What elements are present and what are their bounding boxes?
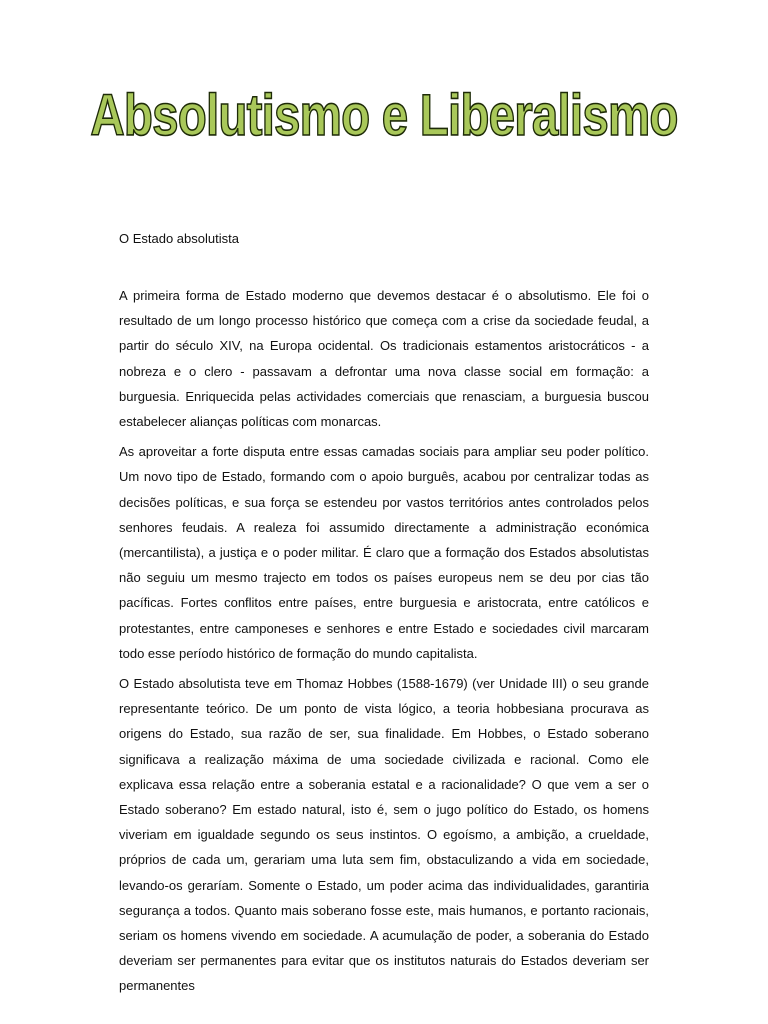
paragraph-1: A primeira forma de Estado moderno que devemos destacar é o absolutismo. Ele foi o resultado de um longo processo histórico que começa com a crise da sociedade feudal, a partir do século XIV, na Europa ocidental. Os tradicionais estamentos aristocráticos - a nobreza e o clero - passavam a defrontar uma nova classe social em formação: a burguesia. Enriquecida pelas actividades comerciais que renasciam, a burguesia buscou estabelecer alianças políticas com monarcas. bbox=[119, 288, 649, 430]
paragraph-3: O Estado absolutista teve em Thomaz Hobbes (1588-1679) (ver Unidade III) o seu grande representante teórico. De um ponto de vista lógico, a teoria hobbesiana procurava as origens do Estado, sua razão de ser, sua finalidade. Em Hobbes, o Estado soberano significava a realização máxima de uma sociedade civilizada e racional. Como ele explicava essa relação entre a soberania estatal e a racionalidade? O que vem a ser o Estado soberano? Em estado natural, isto é, sem o jugo político do Estado, os homens viveriam em igualdade segundo os seus instintos. O egoísmo, a ambição, a crueldade, próprios de cada um, gerariam uma luta sem fim, obstaculizando a vida em sociedade, levando-os geraríam. Somente o Estado, um poder acima das individualidades, garantiria segurança a todos. Quanto mais soberano fosse este, mais humanos, e portanto racionais, seriam os homens vivendo em sociedade. A acumulação de poder, a soberania do Estado deveriam ser permanentes para evitar que os institutos naturais do Estados deveriam ser permanentes bbox=[119, 676, 649, 994]
paragraph-2: As aproveitar a forte disputa entre essas camadas sociais para ampliar seu poder político. Um novo tipo de Estado, formando com o apoio burguês, acabou por centralizar todas as decisões políticas, e sua força se estendeu por vastos territórios antes controlados pelos senhores feudais. A realeza foi assumido directamente a administração económica (mercantilista), a justiça e o poder militar. É claro que a formação dos Estados absolutistas não seguiu um mesmo trajecto em todos os países europeus nem se deu por cias tão pacíficas. Fortes conflitos entre países, entre burguesia e aristocrata, entre católicos e protestantes, entre camponeses e senhores e entre Estado e sociedades civil marcaram todo esse período histórico de formação do mundo capitalista. bbox=[119, 444, 649, 661]
section-heading: O Estado absolutista bbox=[119, 231, 239, 246]
document-title: Absolutismo e Liberalismo bbox=[90, 83, 678, 148]
document-body bbox=[119, 226, 649, 1004]
